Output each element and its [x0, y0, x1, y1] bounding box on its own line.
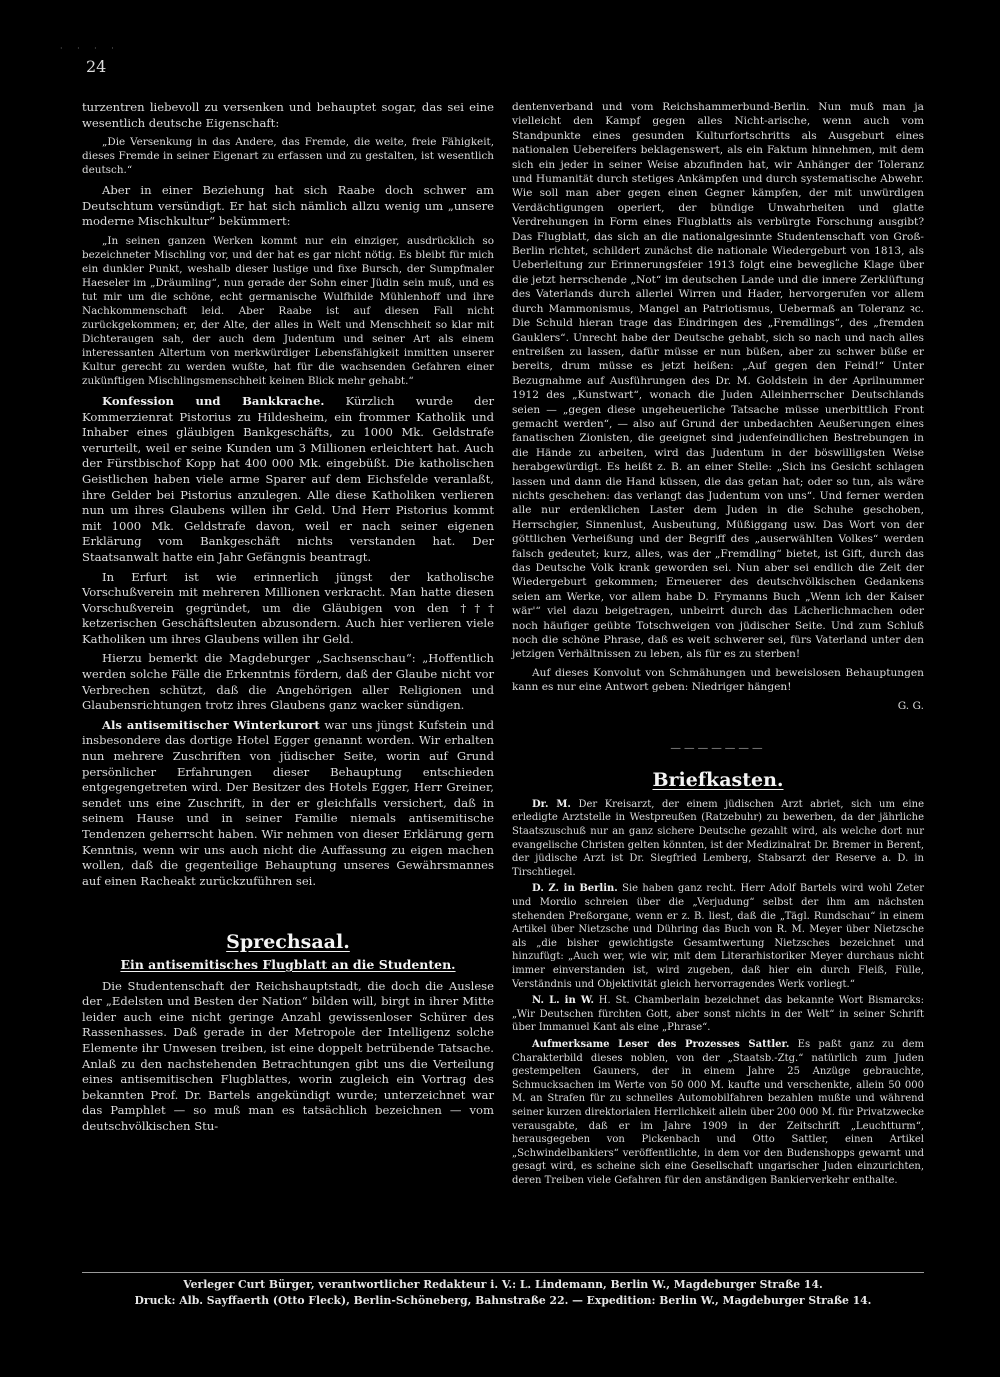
- briefkasten-entry-name: Aufmerksame Leser des Prozesses Sattler.: [532, 1038, 790, 1050]
- briefkasten-entry: [512, 882, 924, 991]
- footer: [82, 1277, 924, 1309]
- left-paragraph-2: Aber in einer Beziehung hat sich Raabe doch schwer am Deutschtum versündigt. Er hat sich nämlich allzu wenig um „unsere moderne Mischkultur“ bekümmert:: [82, 183, 494, 229]
- article-signature: G. G.: [897, 699, 924, 712]
- page-number: 24: [86, 57, 107, 76]
- footer-publisher-line: Verleger Curt Bürger, verantwortlicher Redakteur i. V.: L. Lindemann, Berlin W., Magdeburger Straße 14.: [183, 1278, 823, 1291]
- footer-rule: [82, 1272, 924, 1273]
- briefkasten-entry: [512, 994, 924, 1035]
- konfession-text: Kürzlich wurde der Kommerzienrat Pistorius zu Hildesheim, ein frommer Katholik und Inhaber eines gläubigen Bankgeschäfts, zu 1000 Mk. Geldstrafe verurteilt, weil er seine Kunden um 3 Millionen erleichtert hat. Auch der Fürstbischof Kopp hat 400 000 Mk. eingebüßt. Die katholischen Geistlichen haben viele arme Sparer auf dem Eichsfelde veranlaßt, ihre Gelder bei Pistorius anzulegen. Alle diese Katholiken verlieren nun um ihres Glaubens willen ihr Geld. Und Herr Pistorius kommt mit 1000 Mk. Geldstrafe davon, weil er nach seiner eigenen Erklärung vom Bankgeschäft nichts verstanden hat. Der Staatsanwalt hatte ein Jahr Gefängnis beantragt.: [82, 393, 494, 564]
- flugblatt-text: Die Studentenschaft der Reichshauptstadt, die doch die Auslese der „Edelsten und Besten der Nation“ bilden will, birgt in ihrer Mitte leider auch eine nicht geringe Anzahl gewissenloser Schürer des Rassenhasses. Daß gerade in der Metropole der Intelligenz solche Elemente ihr Unwesen treiben, ist eine doppelt betrübende Tatsache. Anlaß zu den nachstehenden Betrachtungen gibt uns die Verteilung eines antisemitischen Flugblattes, worin zugleich ein Vortrag des bekannten Prof. Dr. Bartels angekündigt wurde; unterzeichnet war das Pamphlet — so muß man es tatsächlich bezeichnen — vom deutschvölkischen Stu-: [82, 978, 494, 1133]
- right-paragraph-2: Auf dieses Konvolut von Schmähungen und beweislosen Behauptungen kann es nur eine Antwort geben: Niedriger hängen!: [512, 666, 924, 694]
- page-dots: · · · ·: [60, 44, 120, 53]
- briefkasten-entry-text: Der Kreisarzt, der einem jüdischen Arzt abriet, sich um eine erledigte Arztstelle in Westpreußen (Ratzebuhr) zu bewerben, da der jährliche Staatszuschuß nur an ganz sichere Deutsche gezahlt wird, als welche dort nur evangelische Christen gelten könnten, ist der Medizinalrat Dr. Bremer in Berent, der jüdische Arzt ist Dr. Siegfried Lemberg, Stabsarzt der Reserve a. D. in Tirschtiegel.: [512, 798, 924, 878]
- konfession-title: Konfession und Bankkrache.: [102, 393, 325, 408]
- footer-printer-line: Druck: Alb. Sayffaerth (Otto Fleck), Berlin-Schöneberg, Bahnstraße 22. — Expedition: Berlin W., Magdeburger Straße 14.: [134, 1294, 872, 1307]
- briefkasten-entry: [512, 1038, 924, 1188]
- briefkasten-entry-text: Es paßt ganz zu dem Charakterbild dieses noblen, von der „Staatsb.-Ztg.“ natürlich zum Juden gestempelten Gauners, der in einem Jahre 25 Anzüge gebrauchte, Schmucksachen im Werte von 50 000 M. kaufte und verschenkte, allein 50 000 M. an Strafen für zu schnelles Automobilfahren bezahlen mußte und während seiner kurzen direktorialen Herrlichkeit allein über 200 000 M. für Privatzwecke verausgabte, daß er im Jahre 1909 in der Zeitschrift „Leuchtturm“, herausgegeben von Pickenbach und Otto Sattler, einen Artikel „Schwindelbankiers“ veröffentlichte, in dem vor den Budenshopps gewarnt und gesagt wird, es scheine sich eine Gesellschaft ungarischer Juden einzurichten, deren Treiben viele Gefahren für den anständigen Bankierverkehr enthalte.: [512, 1038, 924, 1186]
- winterkurort-text: war uns jüngst Kufstein und insbesondere das dortige Hotel Egger genannt worden. Wir erhalten nun mehrere Zuschriften von jüdischer Seite, worin auf Grund persönlicher Erfahrungen dieser Behauptung entschieden entgegengetreten wird. Der Besitzer des Hotels Egger, Herr Greiner, sendet uns eine Zuschrift, in der er gleichfalls versichert, daß in seinem Hause und in seiner Familie niemals antisemitische Tendenzen geherrscht haben. Wir nehmen von dieser Erklärung gern Kenntnis, wenn wir uns auch nicht die Auffassung zu eigen machen wollen, daß die gegenteilige Behauptung unseres Gewährsmannes auf einen Racheakt zurückzuführen sei.: [82, 717, 494, 888]
- quote-1: „Die Versenkung in das Andere, das Fremde, die weite, freie Fähigkeit, dieses Fremde in seiner Eigenart zu erfassen und zu gestalten, ist wesentlich deutsch.“: [82, 136, 494, 177]
- left-paragraph-1: turzentren liebevoll zu versenken und behauptet sogar, das sei eine wesentlich deutsche Eigenschaft:: [82, 100, 494, 130]
- winterkurort-article: [82, 718, 494, 890]
- sprechsaal-heading: Sprechsaal.: [226, 931, 350, 954]
- right-paragraph-1: dentenverband und vom Reichshammerbund-Berlin. Nun muß man ja vielleicht den Kampf gegen alles Nicht-arische, wenn auch vom Standpunkte eines gesunden Kulturfortschritts als Ausgeburt eines nationalen Uebereifers beklagenswert, als ein Faktum hinnehmen, mit dem sich ein jeder in seiner Weise abzufinden hat, wir Anhänger der Toleranz und Humanität durch stetiges Ankämpfen und durch systematische Abwehr. Wie soll man aber gegen einen Gegner kämpfen, der mit unwürdigen Verdächtigungen operiert, der bündige Unwahrheiten und glatte Verdrehungen in Form eines Flugblatts als verbürgte Forschung ausgibt? Das Flugblatt, das sich an die nationalgesinnte Studentenschaft von Groß-Berlin richtet, schildert zunächst die nationale Wiedergeburt von 1813, als Ueberleitung zur Erinnerungsfeier 1913 folgt eine bewegliche Klage über die jetzt herrschende „Not“ im deutschen Lande und die innere Zerklüftung des Vaterlands durch allerlei Wirren und Hader, hervorgerufen vor allem durch Mammonismus, Mangel an Patriotismus, Uebermaß an Toleranz ꝛc. Die Schuld hieran trage das Eindringen des „Fremdlings“, des „fremden Gauklers“. Unrecht habe der Deutsche gehabt, sich so nach und nach alles entreißen zu lassen, dafür müsse er nun büßen, aber zu schwer büße er bereits, drum müsse es jetzt heißen: „Auf gegen den Feind!“ Unter Bezugnahme auf Ausführungen des Dr. M. Goldstein in der Aprilnummer 1912 des „Kunstwart“, wonach die Juden Alleinherrscher Deutschlands seien — „gegen diese ungeheuerliche Tatsache müsse unerbittlich Front gemacht werden“, — also auf Grund der unbedachten Aeußerungen eines fanatischen Zionisten, die geeignet sind judenfeindlichen Bestrebungen in die Hände zu arbeiten, wird das Judentum in der böswilligsten Weise herabgewürdigt. Es heißt z. B. an einer Stelle: „Sich ins Gesicht schlagen lassen und dann die Hand küssen, die das getan hat; oder so tun, als wäre nichts geschehen: das verlangt das Judentum von uns“. Und ferner werden alle nur erdenklichen Laster dem Juden in die Schuhe geschoben, Herrschgier, Sinnenlust, Ausbeutung, Müßiggang usw. Das Wort von der göttlichen Verheißung und der Begriff des „auserwählten Volkes“ werden falsch gedeutet; kurz, alles, was der „Fremdling“ bietet, ist Gift, durch das das Deutsche Volk krank geworden sei. Nun aber sei endlich die Zeit der Wiedergeburt gekommen; Erneuerer des deutschvölkischen Gedankens seien am Werke, vor allem habe D. Frymanns Buch „Wenn ich der Kaiser wär'“ viel dazu beigetragen, unbeirrt durch das Lächerlichmachen oder noch häufiger geübte Totschweigen von jüdischer Seite. Und zum Schluß noch die schöne Phrase, daß es weit schwerer sei, fürs Vaterland unter den jetzigen Verhältnissen zu leben, als für es zu sterben!: [512, 101, 924, 661]
- konfession-article: [82, 394, 494, 566]
- winterkurort-title: Als antisemitischer Winterkurort: [102, 717, 320, 732]
- briefkasten-entry-text: H. St. Chamberlain bezeichnet das bekannte Wort Bismarcks: „Wir Deutschen fürchten Gott, aber sonst nichts in der Welt“ in seiner Schrift über Immanuel Kant als eine „Phrase“.: [512, 995, 924, 1034]
- left-column: [82, 100, 494, 1139]
- briefkasten-entry-name: D. Z. in Berlin.: [532, 883, 618, 895]
- left-paragraph-4: Hierzu bemerkt die Magdeburger „Sachsenschau“: „Hoffentlich werden solche Fälle die Erkenntnis fördern, daß der Glaube nicht vor Verbrechen schützt, daß die Angehörigen aller Religionen und Glaubensrichtungen trotz ihres Glaubens ganz wacker sündigen.: [82, 651, 494, 713]
- right-column: [512, 100, 924, 1191]
- briefkasten-heading: Briefkasten.: [652, 769, 784, 792]
- section-divider: ———————: [670, 742, 766, 755]
- briefkasten-entry-name: Dr. M.: [532, 798, 571, 810]
- flugblatt-heading: Ein antisemitisches Flugblatt an die Studenten.: [120, 956, 456, 972]
- left-paragraph-3: In Erfurt ist wie erinnerlich jüngst der katholische Vorschußverein mit mehreren Millionen verkracht. Man hatte diesen Vorschußverein gegründet, um die Gläubigen von den ††† ketzerischen Geschäftsleuten abzusondern. Auch hier verlieren viele Katholiken um ihres Glaubens willen ihr Geld.: [82, 569, 494, 646]
- briefkasten-entry-name: N. L. in W.: [532, 995, 594, 1007]
- quote-2: „In seinen ganzen Werken kommt nur ein einziger, ausdrücklich so bezeichneter Mischling vor, und der hat es gar nicht nötig. Es bleibt für mich ein dunkler Punkt, weshalb dieser lustige und fixe Bursch, der Sumpfmaler Haeseler im „Dräumling“, nun gerade der Sohn einer Jüdin sein muß, und es tut mir um die schöne, echt germanische Wulfhilde Mühlenhoff und ihre Nachkommenschaft leid. Aber Raabe ist auf diesen Fall nicht zurückgekommen; er, der Alte, der alles in Welt und Menschheit so klar mit Dichteraugen sah, der auch dem Judentum und seiner Art als einem interessanten Altertum von merkwürdiger Lebensfähigkeit inmitten unserer Kultur gerecht zu werden wußte, hat für die wachsenden Gefahren einer zukünftigen Mischlingsmenschheit keinen Blick mehr gehabt.“: [82, 234, 494, 387]
- briefkasten-entry: [512, 798, 924, 880]
- briefkasten-entry-text: Sie haben ganz recht. Herr Adolf Bartels wird wohl Zeter und Mordio schreien über die „Verjudung“ selbst der ihm am nächsten stehenden Preßorgane, wenn er z. B. liest, daß die „Tägl. Rundschau“ in einem Artikel über Nietzsche und Dühring das Buch von R. M. Meyer über Nietzsche als „die bisher gewichtigste Gesamtwertung Nietzsches bezeichnet und hinzufügt: „Auch wer, wie wir, mit dem Literarhistoriker Meyer durchaus nicht immer einverstanden ist, wird zugeben, daß hier ein durch Fleiß, Fülle, Verständnis und Objektivität gleich hervorragendes Werk vorliegt.“: [512, 883, 924, 990]
